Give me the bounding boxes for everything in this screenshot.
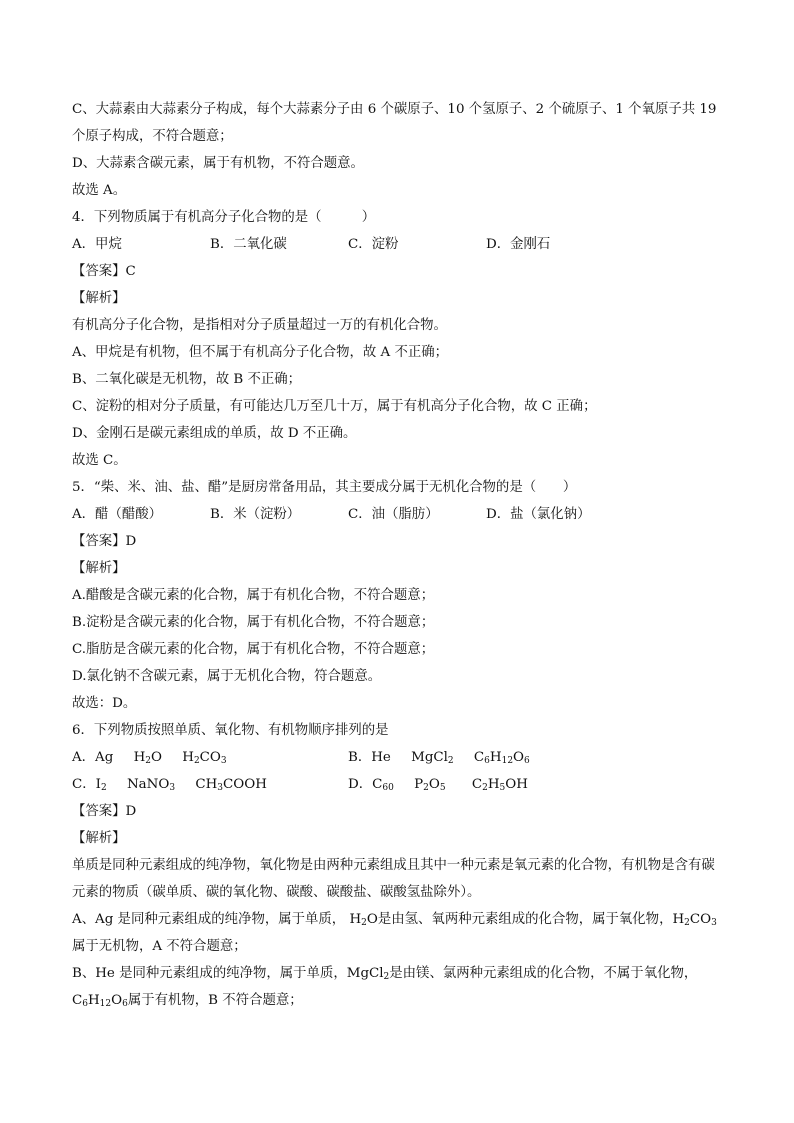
formula-h2co3: $H_2CO_3$ [182,750,227,766]
q6-option-a [72,744,227,771]
q6-option-d-label: D．$C_{60}$ [348,777,394,793]
q6-option-b-label: B．He [348,750,391,765]
q4-analysis-label: 【解析】 [72,291,126,306]
q4-analysis-line: B、二氧化碳是无机物，故 B 不正确； [72,372,302,387]
q5-analysis-line: A.醋酸是含碳元素的化合物，属于有机化合物，不符合题意； [72,588,435,603]
q6-analysis-option-a: A、Ag 是同种元素组成的纯净物，属于单质， $H_2O$是由氢、氧两种元素组成的化合物，属于氧化物，$H_2CO_3$属于无机物，A 不符合题意； [72,912,717,954]
q6-option-a-label: A．Ag [72,750,114,765]
formula-p2o5: $P_2O_5$ [414,777,446,793]
q5-option-c: C．油（脂肪） [348,507,439,522]
q6-option-c [72,771,267,798]
q5-option-d: D．盐（氯化钠） [486,507,591,522]
q4-analysis-line: A、甲烷是有机物，但不属于有机高分子化合物，故 A 不正确； [72,345,449,360]
q4-analysis-line: D、金刚石是碳元素组成的单质，故 D 不正确。 [72,426,357,441]
q4-stem: 4．下列物质属于有机高分子化合物的是（ ） [72,210,376,225]
formula-mgcl2: MgCl$_2$ [346,966,390,982]
q6-option-b [348,744,530,771]
q3-option-c-analysis: C、大蒜素由大蒜素分子构成，每个大蒜素分子由 6 个碳原子、10 个氢原子、2 个硫原子、1 个氧原子共 19 个原子构成，不符合题意； [72,102,717,144]
q4-answer: 【答案】C [72,264,136,279]
q5-conclusion: 故选：D。 [72,696,137,711]
formula-c2h5oh: $C_2H_5OH$ [471,777,528,793]
formula-h2o: $H_2O$ [133,750,162,766]
q5-option-a: A．醋（醋酸） [72,507,163,522]
q4-option-a: A．甲烷 [72,237,122,252]
q5-stem: 5．“柴、米、油、盐、醋”是厨房常备用品，其主要成分属于无机化合物的是（ ） [72,480,577,495]
q4-conclusion: 故选 C。 [72,453,127,468]
q6-options-row-1 [72,744,724,771]
q5-answer: 【答案】D [72,534,137,549]
q3-option-d-analysis: D、大蒜素含碳元素，属于有机物，不符合题意。 [72,156,364,171]
formula-nano3: NaNO$_3$ [126,777,176,793]
formula-h2o: $H_2O$ [349,912,378,928]
q6-answer: 【答案】D [72,804,137,819]
q5-options [72,501,724,528]
q6-option-d [348,771,528,798]
q5-analysis-line: C.脂肪是含碳元素的化合物，属于有机化合物，不符合题意； [72,642,435,657]
q6-stem: 6．下列物质按照单质、氧化物、有机物顺序排列的是 [72,723,389,738]
document-content [72,96,724,1014]
q6-options-row-2 [72,771,724,798]
q4-analysis-line: 有机高分子化合物，是指相对分子质量超过一万的有机化合物。 [72,318,447,333]
formula-c6h12o6: $C_6H_{12}O_6$ [72,993,128,1009]
q5-option-b: B．米（淀粉） [210,507,301,522]
formula-ch3cooh: $CH_3COOH$ [195,777,267,793]
q6-option-c-label: C．$I_2$ [72,777,107,793]
q5-analysis-line: D.氯化钠不含碳元素，属于无机化合物，符合题意。 [72,669,382,684]
q6-analysis-label: 【解析】 [72,831,126,846]
q4-option-c: C．淀粉 [348,237,399,252]
formula-mgcl2: MgCl$_2$ [411,750,454,766]
q4-option-b: B．二氧化碳 [210,237,287,252]
q6-analysis-option-b: B、He 是同种元素组成的纯净物，属于单质，MgCl$_2$是由镁、氯两种元素组成的化合物，不属于氧化物，$C_6H_{12}O_6$属于有机物，B 不符合题意； [72,966,698,1009]
formula-c6h12o6: $C_6H_{12}O_6$ [473,750,530,766]
q4-options [72,231,724,258]
q4-option-d: D．金刚石 [486,237,551,252]
formula-h2co3: $H_2CO_3$ [672,912,717,928]
q5-analysis-label: 【解析】 [72,561,126,576]
q5-analysis-line: B.淀粉是含碳元素的化合物，属于有机化合物，不符合题意； [72,615,435,630]
q3-conclusion: 故选 A。 [72,183,127,198]
q4-analysis-line: C、淀粉的相对分子质量，有可能达几万至几十万，属于有机高分子化合物，故 C 正确； [72,399,597,414]
q6-analysis-intro: 单质是同种元素组成的纯净物，氧化物是由两种元素组成且其中一种元素是氧元素的化合物，有机物是含有碳元素的物质（碳单质、碳的氧化物、碳酸、碳酸盐、碳酸氢盐除外）。 [72,858,715,900]
